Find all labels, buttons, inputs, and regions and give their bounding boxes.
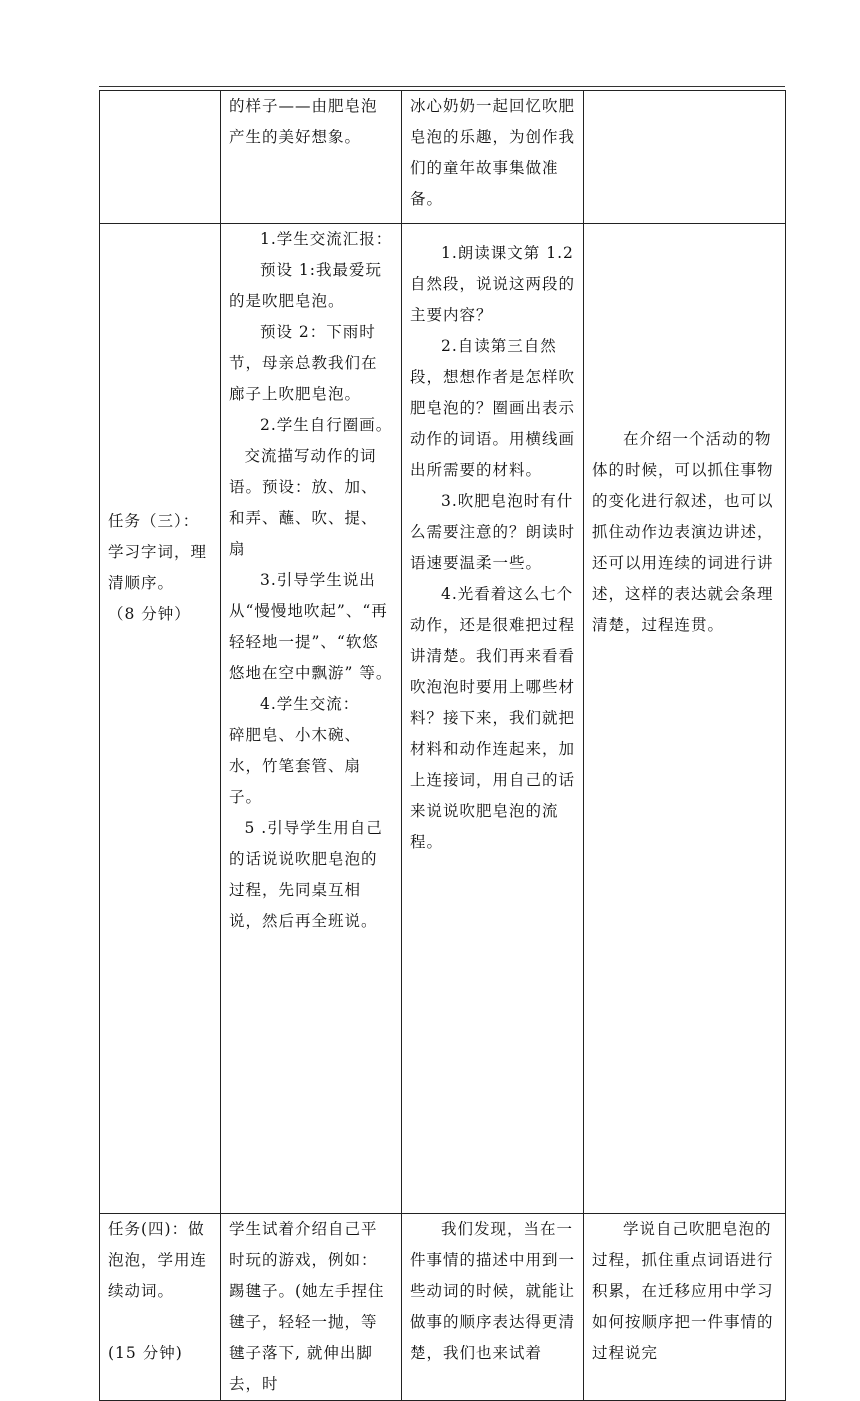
student-text: 交流描写动作的词语。预设：放、加、和弄、蘸、吹、提、扇 [229,447,378,558]
student-text: 1.学生交流汇报： [260,230,393,248]
teacher-activity-cell [402,1214,584,1401]
page-header-rule [99,86,785,87]
lesson-plan-table [99,90,786,1401]
student-text: 4.学生交流： [260,695,360,713]
table-row [100,224,786,1214]
task-title: 任务（三）：学习字词，理清顺序。 [108,512,208,592]
student-text: 2.学生自行圈画。 [260,416,393,434]
task-cell [100,224,221,1214]
teacher-text: 我们发现，当在一件事情的描述中用到一些动词的时候，就能让做事的顺序表达得更清楚，我们也来试着 [410,1220,576,1362]
design-intent-cell [584,1214,786,1401]
student-text: 5 .引导学生用自己的话说说吹肥皂泡的过程，先同桌互相说，然后再全班说。 [229,819,383,930]
task-duration: (15 分钟) [108,1344,183,1362]
student-text: 预设 2：下雨时节，母亲总教我们在廊子上吹肥皂泡。 [229,323,378,403]
task-title: 任务(四)：做泡泡，学用连续动词。 [108,1220,208,1300]
student-text: 碎肥皂、小木碗、水，竹笔套管、扇子。 [229,726,362,806]
task-cell [100,91,221,224]
student-text: 3.引导学生说出从“慢慢地吹起”、“再轻轻地一提”、“软悠悠地在空中飘游” 等。 [229,571,393,682]
task-duration: （8 分钟） [108,605,191,623]
teacher-text: 3.吹肥皂泡时有什么需要注意的？朗读时语速要温柔一些。 [410,492,576,572]
teacher-text: 2.自读第三自然段，想想作者是怎样吹肥皂泡的？圈画出表示动作的词语。用横线画出所需要的材料。 [410,337,576,479]
student-text: 学生试着介绍自己平时玩的游戏，例如：踢毽子。(她左手捏住毽子，轻轻一抛，等毽子落下, 就伸出脚去，时 [229,1220,385,1393]
table-row [100,1214,786,1401]
student-text: 预设 1:我最爱玩的是吹肥皂泡。 [229,261,383,310]
teacher-activity-cell [402,91,584,224]
table-row [100,91,786,224]
design-intent-cell [584,224,786,1214]
student-activity-cell [221,1214,402,1401]
teacher-text: 4.光看着这么七个动作，还是很难把过程讲清楚。我们再来看看吹泡泡时要用上哪些材料？接下来，我们就把材料和动作连起来，加上连接词，用自己的话来说说吹肥皂泡的流程。 [410,585,576,851]
intent-text: 在介绍一个活动的物体的时候，可以抓住事物的变化进行叙述，也可以抓住动作边表演边讲述，还可以用连续的词进行讲述，这样的表达就会条理清楚，过程连贯。 [592,430,774,634]
teacher-text: 1.朗读课文第 1.2 自然段，说说这两段的主要内容？ [410,244,576,324]
teacher-text: 冰心奶奶一起回忆吹肥皂泡的乐趣，为创作我们的童年故事集做准备。 [410,97,576,208]
design-intent-cell [584,91,786,224]
student-activity-cell [221,224,402,1214]
teacher-activity-cell [402,224,584,1214]
student-text: 的样子——由肥皂泡产生的美好想象。 [229,97,378,146]
task-cell [100,1214,221,1401]
intent-text: 学说自己吹肥皂泡的过程，抓住重点词语进行积累，在迁移应用中学习如何按顺序把一件事情的过程说完 [592,1220,774,1362]
student-activity-cell [221,91,402,224]
